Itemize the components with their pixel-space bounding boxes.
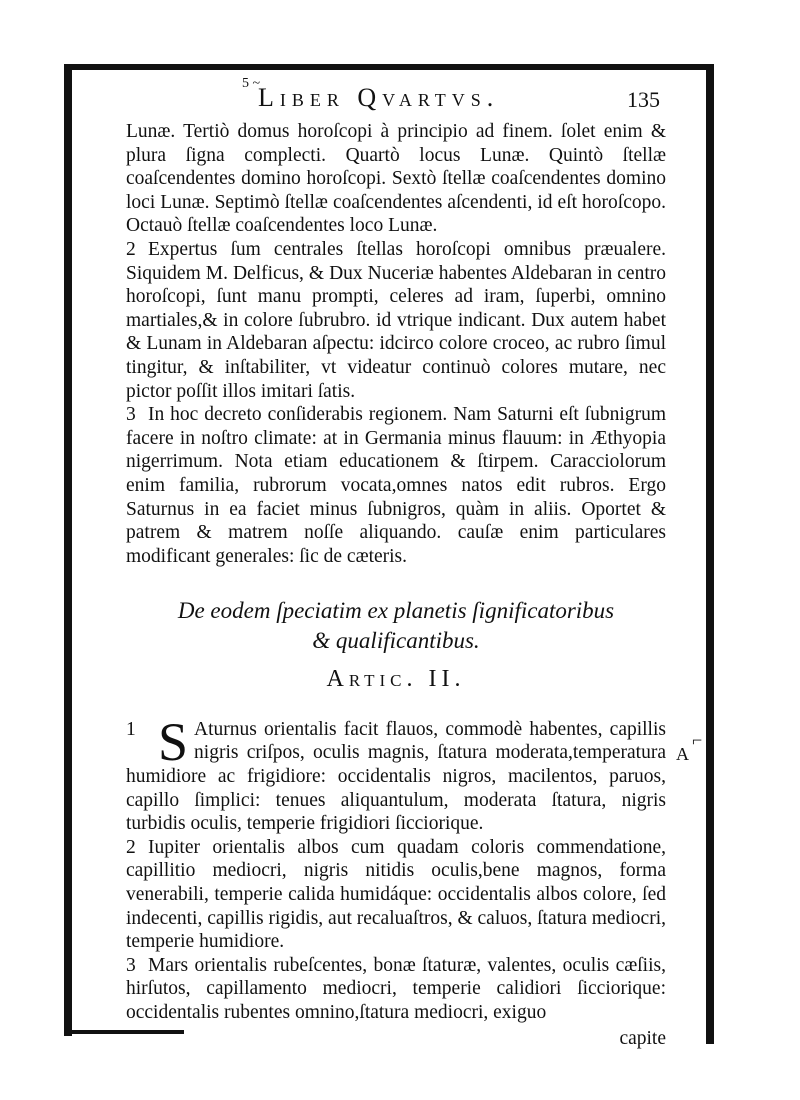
margin-mark: A — [676, 744, 689, 764]
page-number: 135 — [627, 87, 660, 112]
paragraph-number: 2 — [126, 238, 136, 260]
article-text: Mars orientalis rubeſcentes, bonæ ſtaturæ, valentes, oculis cæſiis, hirſutos, capillamento mediocri, temperie calidiori ſicciorique: occidentalis rubentes omnino,ſtatura mediocri, exiguo — [126, 954, 666, 1023]
article-text: Iupiter orientalis albos cum quadam coloris commendatione, capillitio mediocri, nigris nitidis oculis,bene magnos, forma venerabili, temperie calida humidáque: occidentalis albos colore, ſed indecenti, capillis rigidis, aut recaluaſtros, & caluos, ſtatura mediocri, temperie humidiore. — [126, 836, 666, 953]
paragraph-text: In hoc decreto conſiderabis regionem. Nam Saturni eſt ſubnigrum facere in noſtro climate: at in Germania minus flauum: in Æthyopia nigerrimum. Nota etiam educationem & ſtirpem. Caracciolorum enim familia, rubrorum vocata,omnes natos edit rubros. Ergo Saturnus in ea faciet minus ſubnigros, quàm in aliis. Oportet & patrem & matrem noſſe aliquando. cauſæ enim particulares modificant generales: ſic de cæteris. — [126, 404, 666, 567]
top-mark: 5 ~ — [242, 76, 261, 91]
article-heading: Artic. II. — [326, 666, 466, 693]
running-head: Liber Qvartvs. — [258, 83, 500, 112]
paragraph-number: 3 — [126, 404, 136, 426]
book-page — [126, 78, 666, 1050]
page-border-left — [64, 66, 72, 1036]
margin-mark: ⌐ — [692, 730, 703, 750]
article-number: 3 — [126, 954, 136, 976]
section-title-line-1: De eodem ſpeciatim ex planetis ſignificatoribus — [177, 598, 615, 624]
paragraph-continuation: Lunæ. Tertiò domus horoſcopi à principio ad finem. ſolet enim & plura ſigna complecti. Quartò locus Lunæ. Quintò ſtellæ coaſcendentes domino horoſcopi. Sextò ſtellæ coaſcendentes domino loci Lunæ. Septimò ſtellæ coaſcendentes aſcendenti, id eſt horoſcopo. Octauò ſtellæ coaſcendentes loco Lunæ. — [126, 121, 666, 237]
article-1 — [126, 711, 666, 836]
page-header — [126, 78, 666, 120]
article-number: 2 — [126, 836, 136, 858]
article-2 — [126, 836, 666, 954]
page-border-top — [64, 64, 714, 70]
catchword: capite — [619, 1027, 666, 1049]
article-text: Aturnus orientalis facit flauos, commodè habentes, capillis nigris criſpos, oculis magnis, ſtatura moderata,temperatura humidiore ac frigidiore: occidentalis nigros, macilentos, paruos, capillo ſimplici: tenues aliquantulum, moderata ſtatura, nigris turbidis oculis, temperie frigidiori ſicciorique. — [126, 718, 666, 835]
article-3 — [126, 954, 666, 1025]
paragraph-2 — [126, 238, 666, 403]
paragraph-3 — [126, 403, 666, 568]
section-title — [126, 596, 666, 656]
page-border-right — [706, 64, 714, 1044]
drop-cap: S — [158, 711, 189, 772]
paragraph-text: Expertus ſum centrales ſtellas horoſcopi omnibus præualere. Siquidem M. Delficus, & Dux Nuceriæ habentes Aldebaran in centro horoſcopi, ſunt manu prompti, celeres ad iram, ſuperbi, omnino martiales,& in colore ſubrubro. id vtrique indicant. Dux autem habet & Lunam in Aldebaran aſpectu: idcirco colore croceo, ac rubro ſimul tingitur, & inſtabiliter, vt videatur continuò colores mutare, nec pictor poſſit illos imitari ſatis. — [126, 238, 666, 402]
article-number: 1 — [126, 718, 136, 740]
section-title-line-2: & qualificantibus. — [312, 628, 480, 654]
